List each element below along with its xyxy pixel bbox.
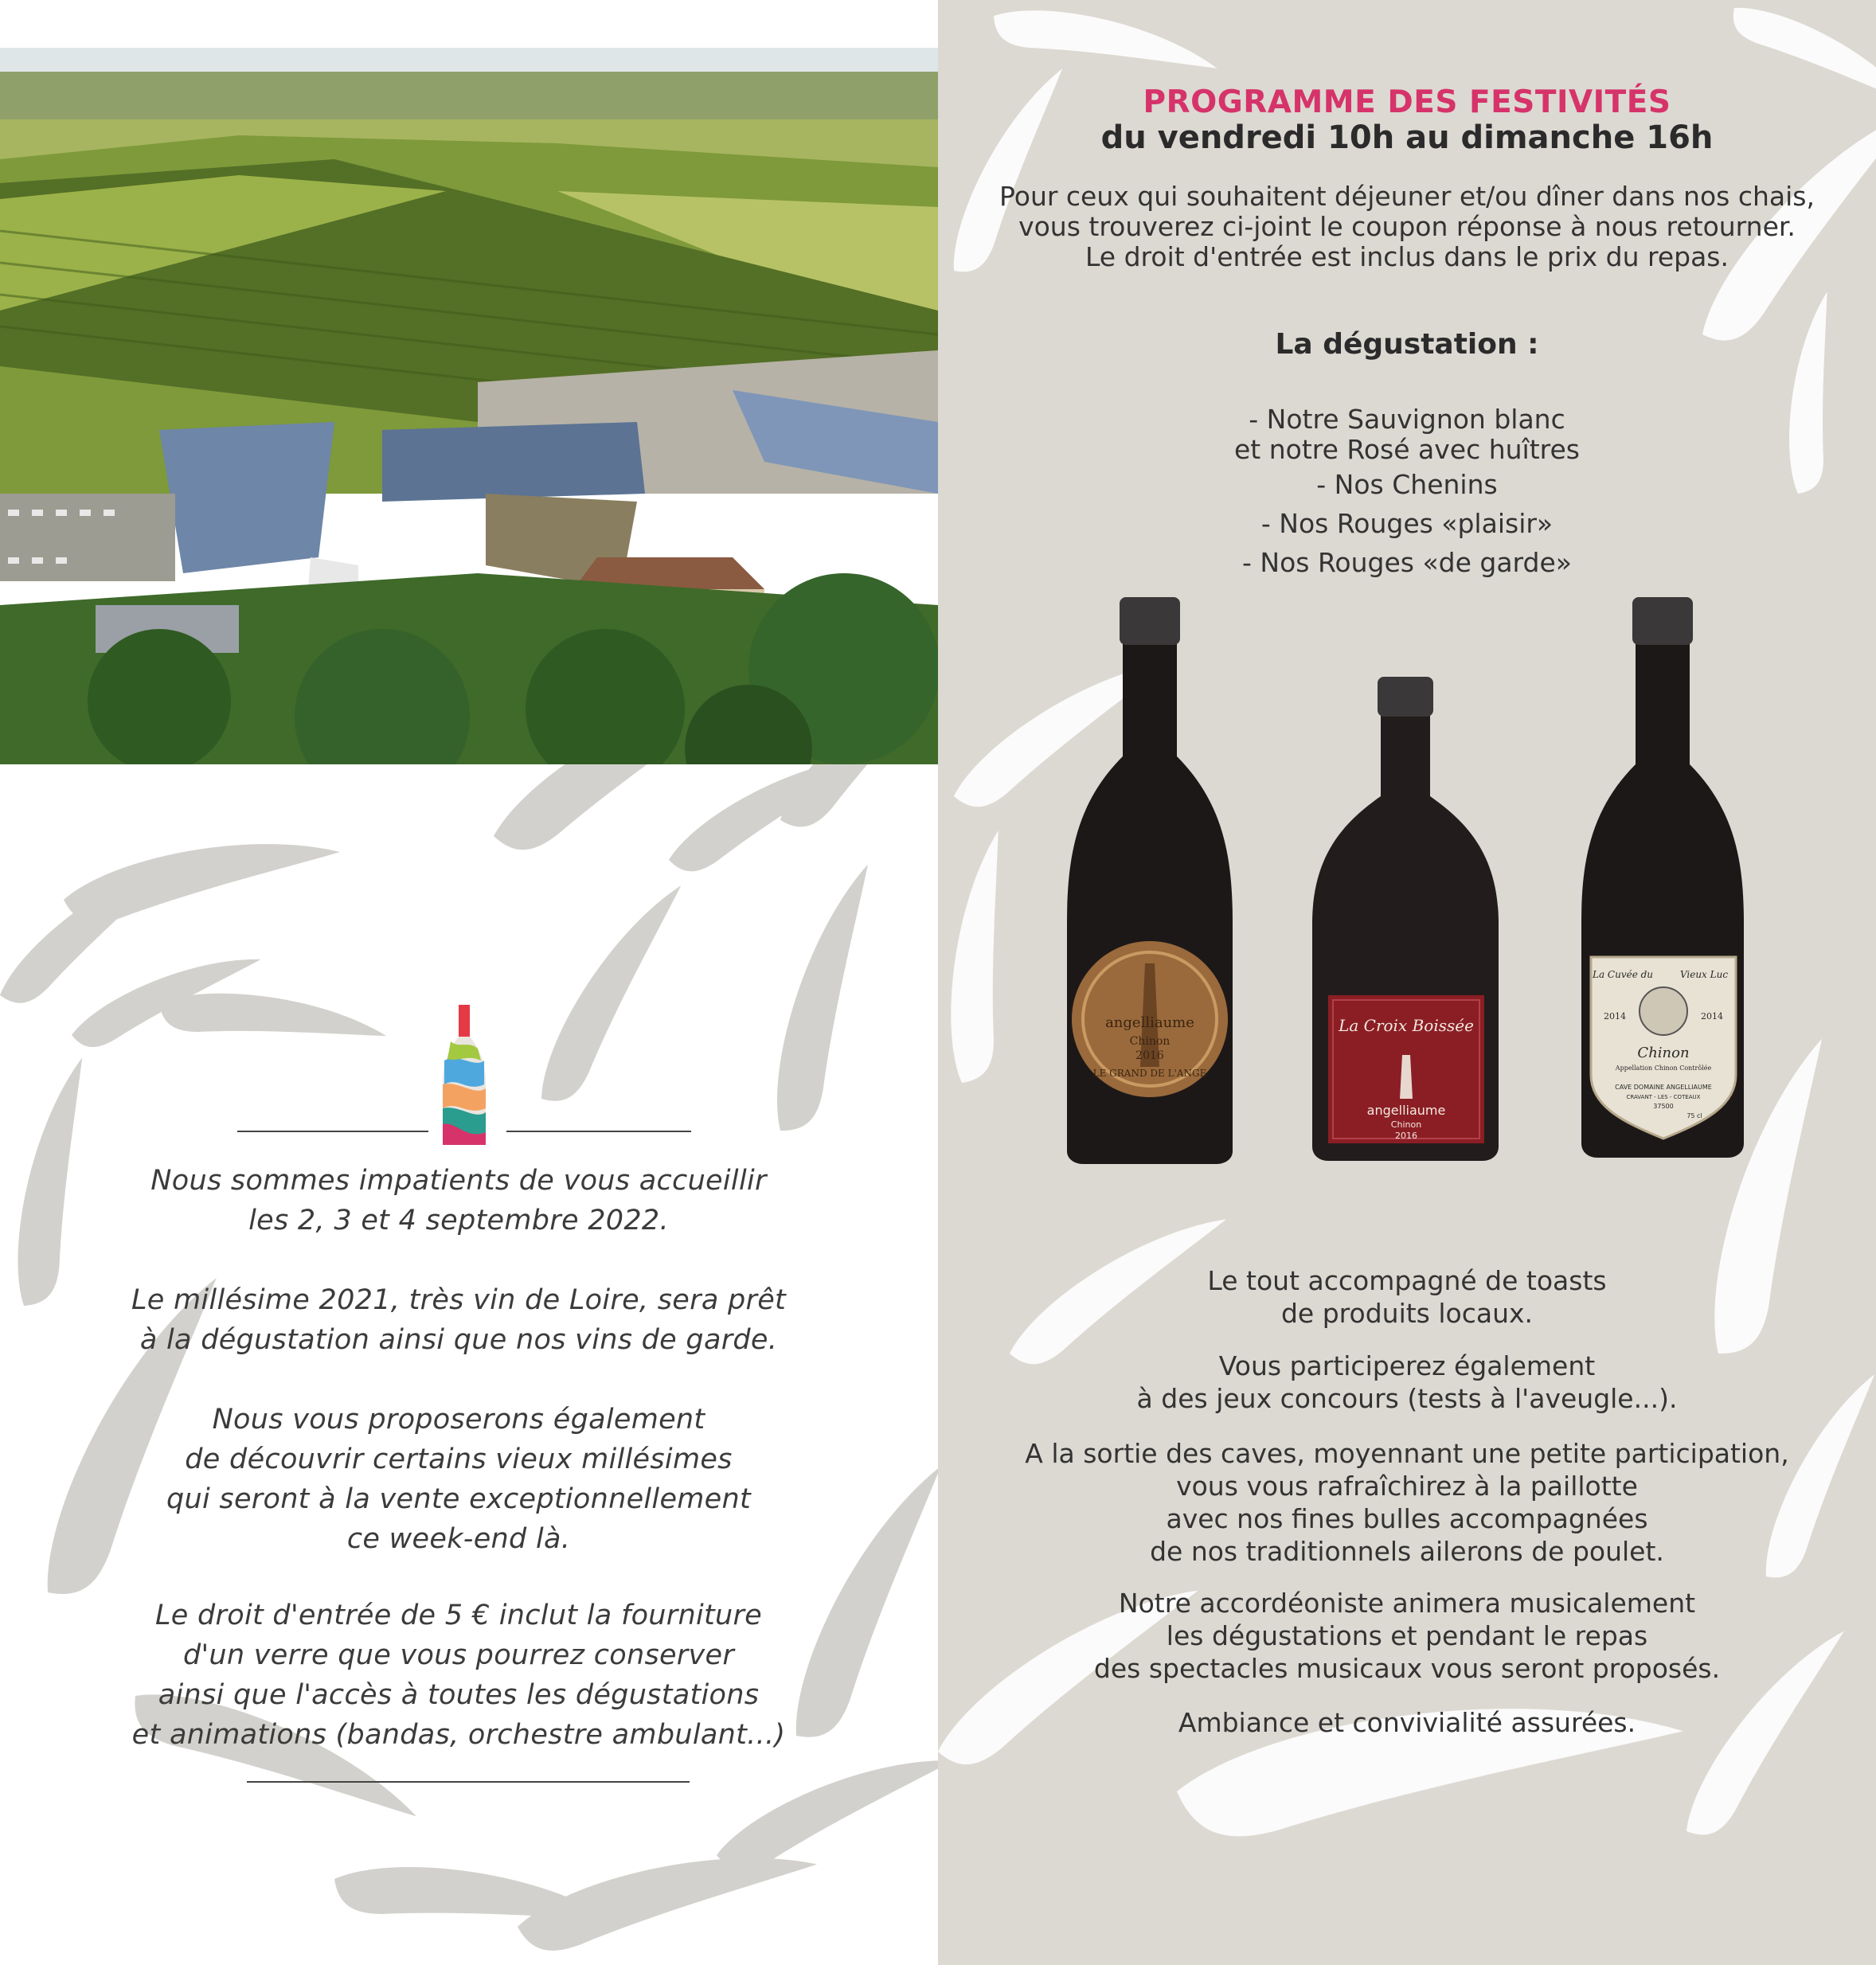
accordeon-text: Notre accordéoniste animera musicalement les dégustations et pendant le repas des spectacles musicaux vous seront proposés. (1093, 1588, 1721, 1684)
list-item: - Nos Rouges «plaisir» (1260, 508, 1554, 539)
bottle-middle-appellation: Chinon (1390, 1119, 1422, 1130)
bottle-right-controlee: Appellation Chinon Contrôlée (1615, 1065, 1712, 1072)
bottle-right-year-1: 2014 (1604, 1011, 1626, 1022)
bottle-right-name: Vieux Luc (1679, 969, 1729, 980)
divider-bottom (247, 1781, 690, 1783)
intro-text: Nous sommes impatients de vous accueillir les 2, 3 et 4 septembre 2022. (150, 1165, 767, 1236)
list-item: - Nos Rouges «de garde» (1242, 547, 1572, 578)
bottle-middle-title: La Croix Boissée (1339, 1016, 1474, 1035)
list-item: et notre Rosé avec huîtres (1234, 434, 1580, 465)
droit-entree-text: Le droit d'entrée de 5 € inclut la fourniture d'un verre que vous pourrez conserver ainsi que l'accès à toutes les dégustations et animations (bandas, orchestre ambulant...) (131, 1600, 786, 1751)
bottle-left (1067, 597, 1233, 1164)
millesime-text: Le millésime 2021, très vin de Loire, sera prêt à la dégustation ainsi que nos vins de garde. (131, 1284, 787, 1356)
list-item: - Nos Chenins (1316, 469, 1498, 500)
divider-right (506, 1131, 691, 1132)
list-item: - Notre Sauvignon blanc (1249, 404, 1565, 435)
bottle-middle-year: 2016 (1395, 1131, 1417, 1141)
bottle-right-volume: 75 cl (1686, 1112, 1702, 1119)
bottle-middle (1312, 677, 1499, 1161)
divider-left (237, 1131, 428, 1132)
bottle-right-appellation: Chinon (1637, 1045, 1690, 1061)
bottle-right-domaine: CAVE DOMAINE ANGELLIAUME (1615, 1084, 1712, 1091)
wine-list (938, 404, 1876, 582)
bottle-right-cuvee: La Cuvée du (1592, 969, 1654, 980)
wine-bottles-image (938, 589, 1876, 1170)
degustation-title: La dégustation : (1275, 328, 1539, 361)
bottle-right-village: CRAVANT - LES - COTEAUX (1626, 1094, 1701, 1100)
jeux-text: Vous participerez également à des jeux concours (tests à l'aveugle...). (1136, 1350, 1678, 1414)
bottle-left-year: 2016 (1135, 1049, 1164, 1062)
ambiance-text: Ambiance et convivialité assurées. (1178, 1707, 1636, 1738)
vieux-millesimes-text: Nous vous proposerons également de découvrir certains vieux millésimes qui seront à la vente exceptionnellement ce week-end là. (166, 1404, 752, 1555)
bottle-left-brand: angelliaume (1105, 1014, 1194, 1031)
vineyard-aerial-photo (0, 48, 938, 764)
bottle-left-appellation: Chinon (1129, 1035, 1171, 1048)
bottle-left-cuvee: LE GRAND DE L'ANGE (1092, 1068, 1207, 1079)
bottle-right-postcode: 37500 (1653, 1103, 1674, 1110)
sortie-text: A la sortie des caves, moyennant une petite participation, vous vous rafraîchirez à la paillotte avec nos fines bulles accompagnées de nos traditionnels ailerons de poulet. (1025, 1438, 1789, 1567)
bottle-icon (443, 1005, 486, 1145)
programme-dates: du vendredi 10h au dimanche 16h (1100, 119, 1714, 156)
programme-title: PROGRAMME DES FESTIVITÉS (1143, 84, 1671, 120)
toasts-text: Le tout accompagné de toasts de produits locaux. (1207, 1265, 1607, 1329)
bottle-middle-brand: angelliaume (1366, 1103, 1446, 1118)
bottle-right-year-2: 2014 (1701, 1011, 1723, 1022)
right-panel (938, 0, 1876, 1965)
repas-text: Pour ceux qui souhaitent déjeuner et/ou dîner dans nos chais, vous trouverez ci-joint le coupon réponse à nous retourner. Le droit d'entrée est inclus dans le prix du repas. (999, 181, 1815, 272)
bottle-right (1581, 597, 1744, 1158)
